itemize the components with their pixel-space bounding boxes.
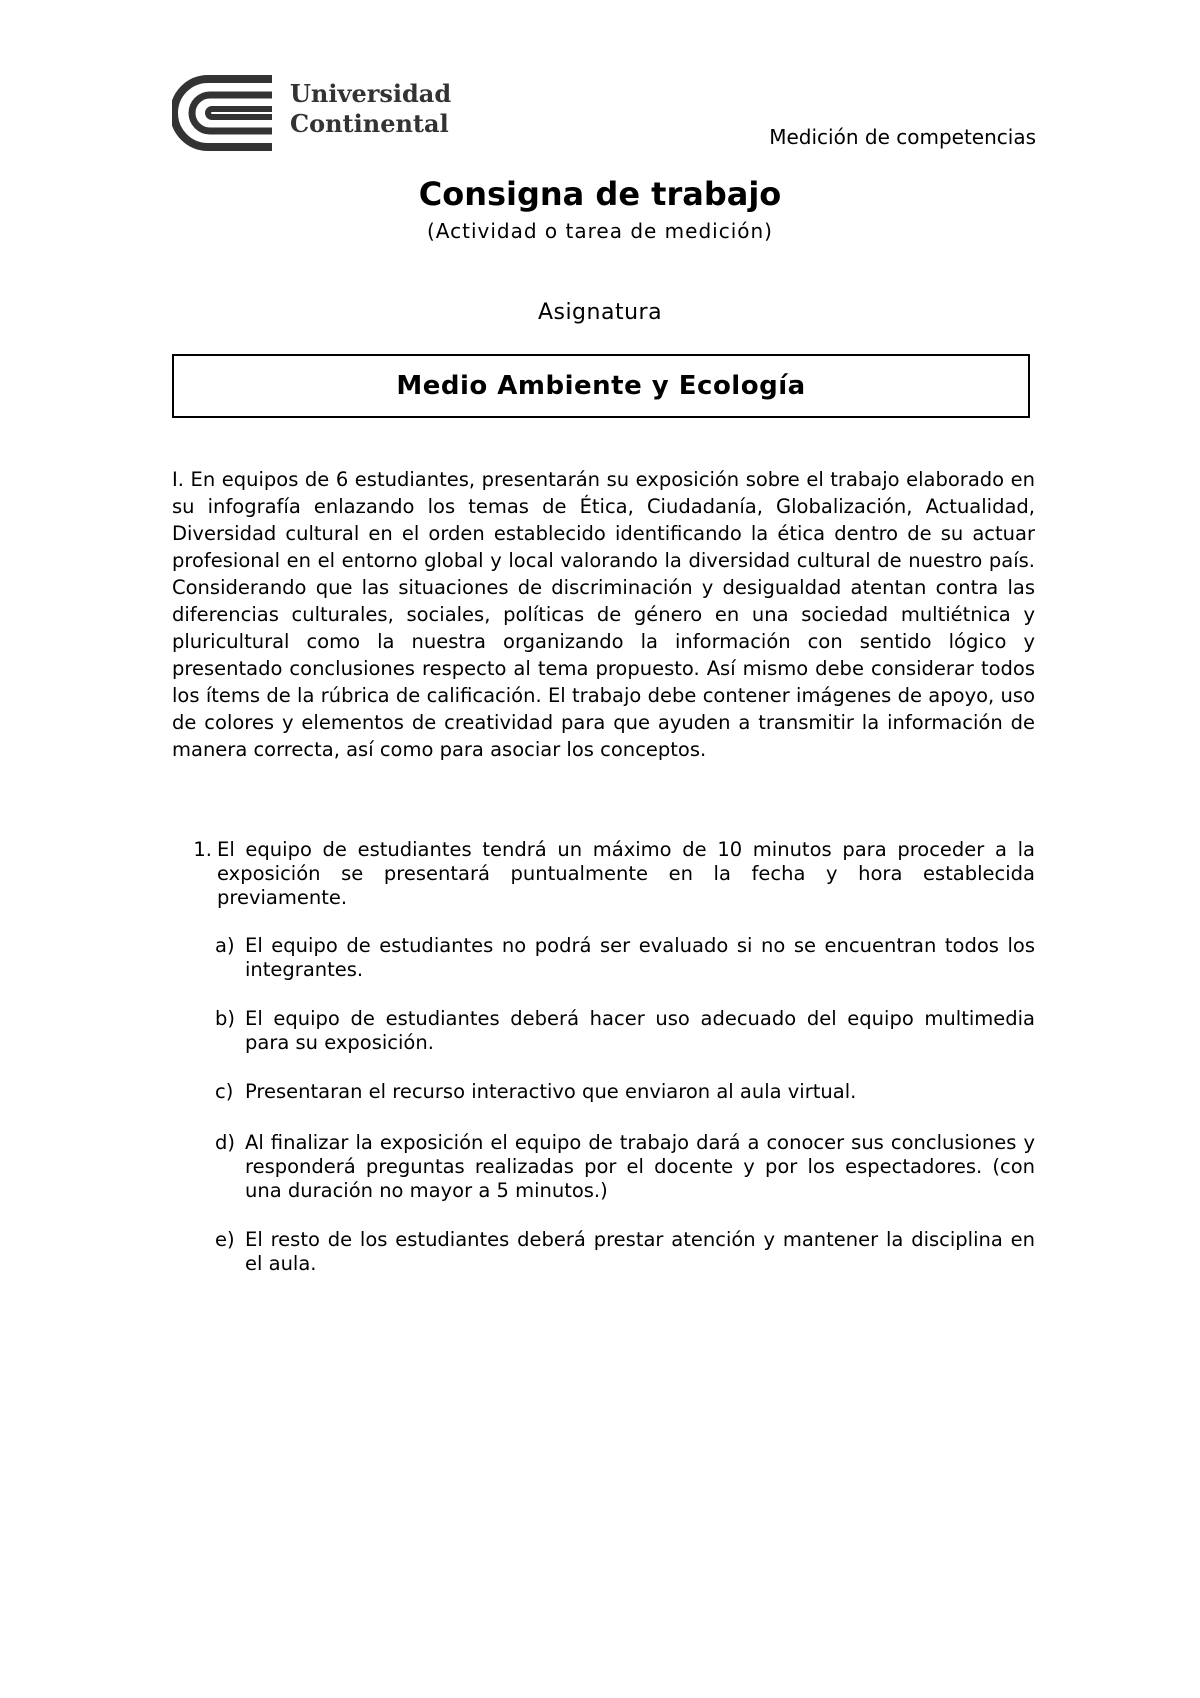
sub-item-marker: c) bbox=[215, 1080, 234, 1103]
sub-item-d bbox=[215, 1131, 1035, 1203]
sub-item-a bbox=[215, 934, 1035, 982]
subject-name: Medio Ambiente y Ecología bbox=[396, 371, 806, 401]
sub-item-text: Al finalizar la exposición el equipo de trabajo dará a conocer sus conclusiones y responderá preguntas realizadas por el docente y por los espectadores. (con una duración no mayor a 5 minutos.) bbox=[245, 1131, 1035, 1202]
page-subtitle: (Actividad o tarea de medición) bbox=[427, 219, 773, 243]
list-item-number: 1. bbox=[193, 838, 212, 861]
sub-item-c bbox=[215, 1080, 1035, 1104]
university-logo bbox=[172, 75, 472, 155]
sub-item-b bbox=[215, 1007, 1035, 1055]
logo-text bbox=[290, 79, 451, 139]
subject-label: Asignatura bbox=[537, 300, 663, 325]
sub-item-e bbox=[215, 1228, 1035, 1276]
header-label: Medición de competencias bbox=[769, 125, 1036, 149]
sub-item-marker: d) bbox=[215, 1131, 235, 1154]
sub-item-text: Presentaran el recurso interactivo que enviaron al aula virtual. bbox=[245, 1080, 857, 1103]
sub-item-text: El equipo de estudiantes deberá hacer uso adecuado del equipo multimedia para su exposición. bbox=[245, 1007, 1035, 1054]
sub-item-marker: a) bbox=[215, 934, 235, 957]
intro-paragraph: I. En equipos de 6 estudiantes, presentarán su exposición sobre el trabajo elaborado en su infografía enlazando los temas de Ética, Ciudadanía, Globalización, Actualidad, Diversidad cultural en el orden establecido identificando la ética dentro de su actuar profesional en el entorno global y local valorando la diversidad cultural de nuestro país. Considerando que las situaciones de discriminación y desigualdad atentan contra las diferencias culturales, sociales, políticas de género en una sociedad multiétnica y pluricultural como la nuestra organizando la información con sentido lógico y presentado conclusiones respecto al tema propuesto. Así mismo debe considerar todos los ítems de la rúbrica de calificación. El trabajo debe contener imágenes de apoyo, uso de colores y elementos de creatividad para que ayuden a transmitir la información de manera correcta, así como para asociar los conceptos. bbox=[172, 468, 1035, 761]
sub-item-marker: b) bbox=[215, 1007, 235, 1030]
subject-box bbox=[172, 354, 1030, 418]
sub-item-marker: e) bbox=[215, 1228, 235, 1251]
list-item bbox=[172, 838, 1035, 910]
page-title: Consigna de trabajo bbox=[418, 175, 782, 213]
logo-line-1: Universidad bbox=[290, 79, 452, 108]
continental-logo-icon bbox=[172, 75, 276, 151]
logo-line-2: Continental bbox=[290, 109, 449, 138]
sub-item-text: El equipo de estudiantes no podrá ser evaluado si no se encuentran todos los integrantes. bbox=[245, 934, 1035, 981]
list-item-text: El equipo de estudiantes tendrá un máximo de 10 minutos para proceder a la exposición se presentará puntualmente en la fecha y hora establecida previamente. bbox=[217, 838, 1035, 909]
sub-item-text: El resto de los estudiantes deberá prestar atención y mantener la disciplina en el aula. bbox=[245, 1228, 1035, 1275]
